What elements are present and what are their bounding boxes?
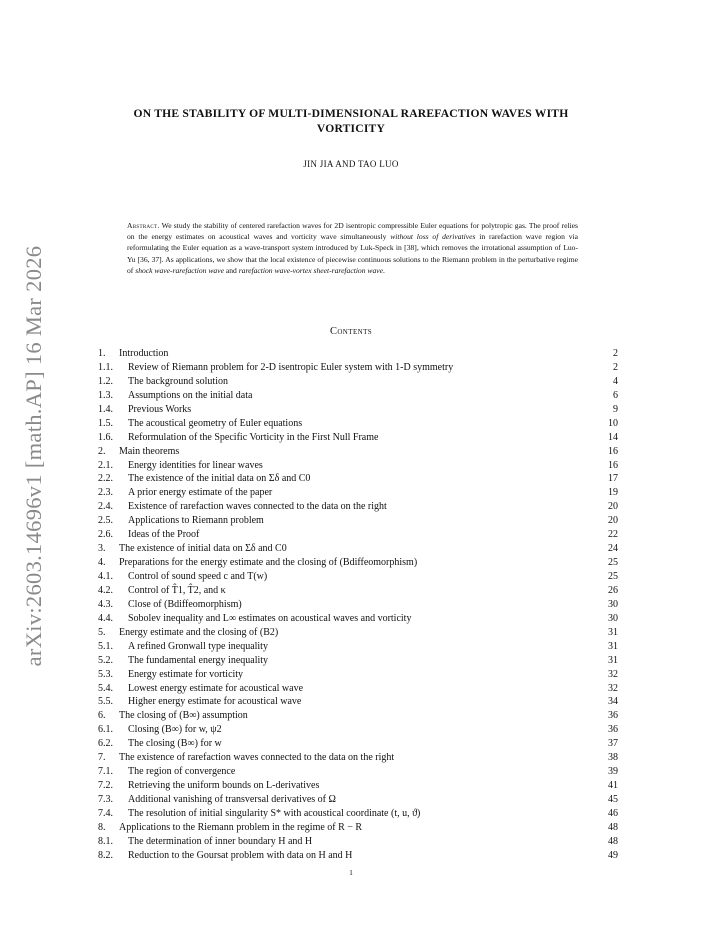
page-number: 1 (349, 868, 353, 877)
toc-entry-number: 4.1. (98, 571, 113, 582)
toc-entry-number: 1.5. (98, 417, 113, 429)
paper-title (90, 106, 612, 136)
toc-entry[interactable] (98, 709, 618, 723)
toc-entry[interactable] (98, 737, 618, 751)
abstract-text-1: We study the stability of centered rarefaction waves for 2D isentropic compressible Euler equations for polytropic gas. The proof relies on the energy estimates on acoustical waves and vorticity wave simultaneously (127, 221, 578, 242)
toc-entry-page: 31 (608, 640, 618, 652)
toc-entry[interactable] (98, 598, 618, 612)
toc-entry[interactable] (98, 695, 618, 709)
toc-entry-number: 2.2. (98, 473, 113, 485)
toc-entry[interactable] (98, 445, 618, 459)
toc-entry-title: Retrieving the uniform bounds on L-derivatives (128, 780, 320, 792)
toc-entry-title: Introduction (119, 348, 169, 359)
toc-entry-title: A refined Gronwall type inequality (128, 640, 268, 652)
toc-entry-page: 20 (608, 501, 618, 513)
toc-entry-page: 2 (613, 348, 618, 359)
toc-entry-number: 6.2. (98, 738, 113, 750)
toc-entry-page: 17 (608, 473, 618, 485)
toc-entry-number: 1.4. (98, 403, 113, 415)
toc-entry-number: 5.1. (98, 640, 113, 652)
toc-entry-page: 2 (613, 361, 618, 373)
toc-entry-title: Closing (B∞) for w, ψ2 (128, 724, 222, 736)
abstract (127, 220, 578, 276)
toc-entry-page: 37 (608, 738, 618, 750)
toc-entry-title: The existence of initial data on Σδ and C0 (119, 543, 287, 555)
toc-entry-number: 7.4. (98, 807, 113, 819)
toc-entry[interactable] (98, 431, 618, 445)
toc-entry-title: Sobolev inequality and L∞ estimates on acoustical waves and vorticity (128, 612, 412, 624)
toc-entry-number: 4.4. (98, 612, 113, 624)
toc-entry-number: 2. (98, 445, 106, 457)
contents-heading: Contents (329, 326, 373, 337)
toc-entry-title: Control of T̂1, T̂2, and κ (128, 584, 226, 596)
toc-entry-page: 16 (608, 459, 618, 471)
toc-entry[interactable] (98, 500, 618, 514)
abstract-emphasis-2: shock wave-rarefaction wave (135, 265, 224, 275)
toc-entry-number: 5.2. (98, 654, 113, 666)
toc-entry-page: 36 (608, 710, 618, 722)
toc-entry-number: 2.1. (98, 459, 113, 471)
toc-entry-number: 8. (98, 821, 106, 833)
toc-entry[interactable] (98, 751, 618, 765)
toc-entry-title: Preparations for the energy estimate and the closing of (Bdiffeomorphism) (119, 557, 418, 569)
toc-entry-title: Energy estimate and the closing of (B2) (119, 626, 279, 638)
toc-entry-page: 25 (608, 571, 618, 582)
toc-entry-number: 1.3. (98, 389, 113, 401)
toc-entry-title: Existence of rarefaction waves connected to the data on the right (128, 501, 387, 513)
toc-entry-number: 7.3. (98, 794, 113, 805)
abstract-label: Abstract. (127, 221, 160, 230)
table-of-contents (98, 347, 618, 863)
toc-entry-page: 19 (608, 487, 618, 499)
toc-entry[interactable] (98, 486, 618, 500)
toc-entry[interactable] (98, 403, 618, 417)
toc-entry-number: 5.3. (98, 668, 113, 680)
toc-entry-number: 2.5. (98, 515, 113, 527)
toc-entry[interactable] (98, 514, 618, 528)
toc-entry-number: 2.4. (98, 501, 113, 513)
toc-entry[interactable] (98, 626, 618, 640)
toc-entry[interactable] (98, 668, 618, 682)
toc-entry-page: 10 (608, 417, 618, 429)
toc-entry-title: The acoustical geometry of Euler equations (128, 417, 303, 429)
toc-entry-title: Applications to Riemann problem (128, 515, 264, 527)
paper-title-line-1: ON THE STABILITY OF MULTI-DIMENSIONAL RAREFACTION WAVES WITH (133, 107, 569, 120)
toc-entry[interactable] (98, 765, 618, 779)
toc-entry[interactable] (98, 835, 618, 849)
toc-entry-title: The determination of inner boundary H and H (128, 835, 313, 847)
toc-entry[interactable] (98, 459, 618, 473)
paper-title-line-2: VORTICITY (316, 122, 386, 135)
toc-entry-number: 1.1. (98, 361, 113, 373)
toc-entry-number: 5. (98, 626, 106, 638)
toc-entry-title: The region of convergence (128, 766, 236, 778)
toc-entry-number: 1. (98, 348, 106, 359)
toc-entry-title: Close of (Bdiffeomorphism) (128, 598, 242, 610)
toc-entry-page: 46 (608, 807, 618, 819)
toc-entry-number: 8.2. (98, 849, 113, 861)
toc-entry[interactable] (98, 375, 618, 389)
toc-entry-number: 7. (98, 752, 106, 764)
toc-entry-page: 24 (608, 543, 618, 555)
toc-entry-title: Ideas of the Proof (128, 529, 200, 541)
toc-entry-page: 48 (608, 821, 618, 833)
toc-entry[interactable] (98, 654, 618, 668)
toc-entry-title: The background solution (128, 375, 228, 387)
toc-entry-title: Previous Works (128, 403, 192, 415)
toc-entry-title: Applications to the Riemann problem in the regime of R − R (119, 821, 363, 833)
toc-entry-page: 32 (608, 668, 618, 680)
toc-entry-page: 6 (613, 389, 618, 401)
abstract-text-2: in rarefaction wave region via reformulating the Euler equation as a wave-transport system introduced by Luk-Speck in [38], which removes the irrotational assumption of Luo-Yu [36, 37]. As applications, we show that the local existence of piecewise continuous solutions to the Riemann problem in the perturbative regime of (127, 232, 578, 275)
toc-entry[interactable] (98, 417, 618, 431)
toc-entry-page: 48 (608, 835, 618, 847)
toc-entry[interactable] (98, 570, 618, 584)
toc-entry[interactable] (98, 849, 618, 863)
toc-entry[interactable] (98, 472, 618, 486)
abstract-text-3: and (223, 265, 239, 275)
toc-entry-title: Assumptions on the initial data (128, 389, 253, 401)
toc-entry[interactable] (98, 807, 618, 821)
toc-entry-page: 45 (608, 794, 618, 805)
toc-entry-page: 41 (608, 780, 618, 792)
toc-entry[interactable] (98, 640, 618, 654)
toc-entry-title: Review of Riemann problem for 2-D isentropic Euler system with 1-D symmetry (128, 361, 454, 373)
toc-entry[interactable] (98, 682, 618, 696)
toc-entry-title: Energy estimate for vorticity (128, 668, 244, 680)
toc-entry-number: 8.1. (98, 835, 113, 847)
toc-entry[interactable] (98, 612, 618, 626)
abstract-emphasis-3: rarefaction wave-vortex sheet-rarefaction wave (238, 265, 384, 275)
abstract-text-4: . (383, 265, 385, 275)
toc-entry-page: 26 (608, 584, 618, 596)
toc-entry-title: Lowest energy estimate for acoustical wave (128, 682, 304, 694)
toc-entry-page: 30 (608, 612, 618, 624)
toc-entry-number: 5.4. (98, 682, 113, 694)
toc-entry-page: 36 (608, 724, 618, 736)
toc-entry-page: 22 (608, 529, 618, 541)
toc-entry-title: The closing (B∞) for w (128, 738, 222, 750)
toc-entry-page: 32 (608, 682, 618, 694)
toc-entry-title: Higher energy estimate for acoustical wave (128, 696, 302, 708)
toc-entry[interactable] (98, 584, 618, 598)
toc-entry-page: 9 (613, 403, 618, 415)
toc-entry-title: The existence of rarefaction waves connected to the data on the right (119, 752, 395, 764)
toc-entry-page: 34 (608, 696, 618, 708)
toc-entry[interactable] (98, 793, 618, 807)
toc-entry-page: 31 (608, 626, 618, 638)
toc-entry[interactable] (98, 779, 618, 793)
toc-entry-number: 2.6. (98, 529, 113, 541)
toc-entry-number: 6.1. (98, 724, 113, 736)
toc-entry-number: 3. (98, 543, 106, 555)
toc-entry[interactable] (98, 528, 618, 542)
toc-entry-number: 1.6. (98, 431, 113, 443)
toc-entry-title: Reduction to the Goursat problem with data on H and H (128, 849, 353, 861)
toc-entry-page: 14 (608, 431, 618, 443)
toc-entry-page: 49 (608, 849, 618, 861)
toc-entry-page: 31 (608, 654, 618, 666)
toc-entry[interactable] (98, 556, 618, 570)
toc-entry-page: 30 (608, 598, 618, 610)
toc-entry-number: 5.5. (98, 696, 113, 708)
toc-entry-page: 39 (608, 766, 618, 778)
toc-entry-title: Energy identities for linear waves (128, 459, 263, 471)
toc-entry-page: 16 (608, 445, 618, 457)
toc-entry-title: Additional vanishing of transversal derivatives of Ω (128, 794, 336, 805)
toc-entry-title: Main theorems (119, 445, 180, 457)
toc-entry-page: 20 (608, 515, 618, 527)
toc-entry[interactable] (98, 821, 618, 835)
toc-entry-number: 4. (98, 557, 106, 569)
toc-entry-title: Reformulation of the Specific Vorticity in the First Null Frame (128, 431, 379, 443)
toc-entry-title: Control of sound speed c and T(w) (128, 571, 268, 582)
toc-entry-title: The closing of (B∞) assumption (119, 710, 248, 722)
toc-entry-number: 1.2. (98, 375, 113, 387)
toc-entry-title: The resolution of initial singularity S* with acoustical coordinate (t, u, ϑ) (128, 807, 421, 819)
arxiv-identifier: arXiv:2603.14696v1 [math.AP] 16 Mar 2026 (21, 245, 46, 667)
toc-entry-number: 7.2. (98, 780, 113, 792)
toc-entry-title: The existence of the initial data on Σδ and C0 (128, 473, 311, 485)
toc-entry-page: 4 (613, 375, 618, 387)
toc-entry[interactable] (98, 723, 618, 737)
toc-entry-number: 7.1. (98, 766, 113, 778)
toc-entry-number: 4.2. (98, 584, 113, 596)
toc-entry-number: 4.3. (98, 598, 113, 610)
toc-entry-page: 25 (608, 557, 618, 569)
paper-authors: JIN JIA AND TAO LUO (303, 159, 399, 169)
toc-entry[interactable] (98, 361, 618, 375)
toc-entry-title: A prior energy estimate of the paper (128, 487, 273, 499)
toc-entry[interactable] (98, 347, 618, 361)
toc-entry-number: 2.3. (98, 487, 113, 499)
abstract-emphasis-1: without loss of derivatives (390, 232, 476, 242)
toc-entry-number: 6. (98, 710, 106, 722)
toc-entry-title: The fundamental energy inequality (128, 654, 269, 666)
toc-entry[interactable] (98, 542, 618, 556)
toc-entry[interactable] (98, 389, 618, 403)
toc-entry-page: 38 (608, 752, 618, 764)
